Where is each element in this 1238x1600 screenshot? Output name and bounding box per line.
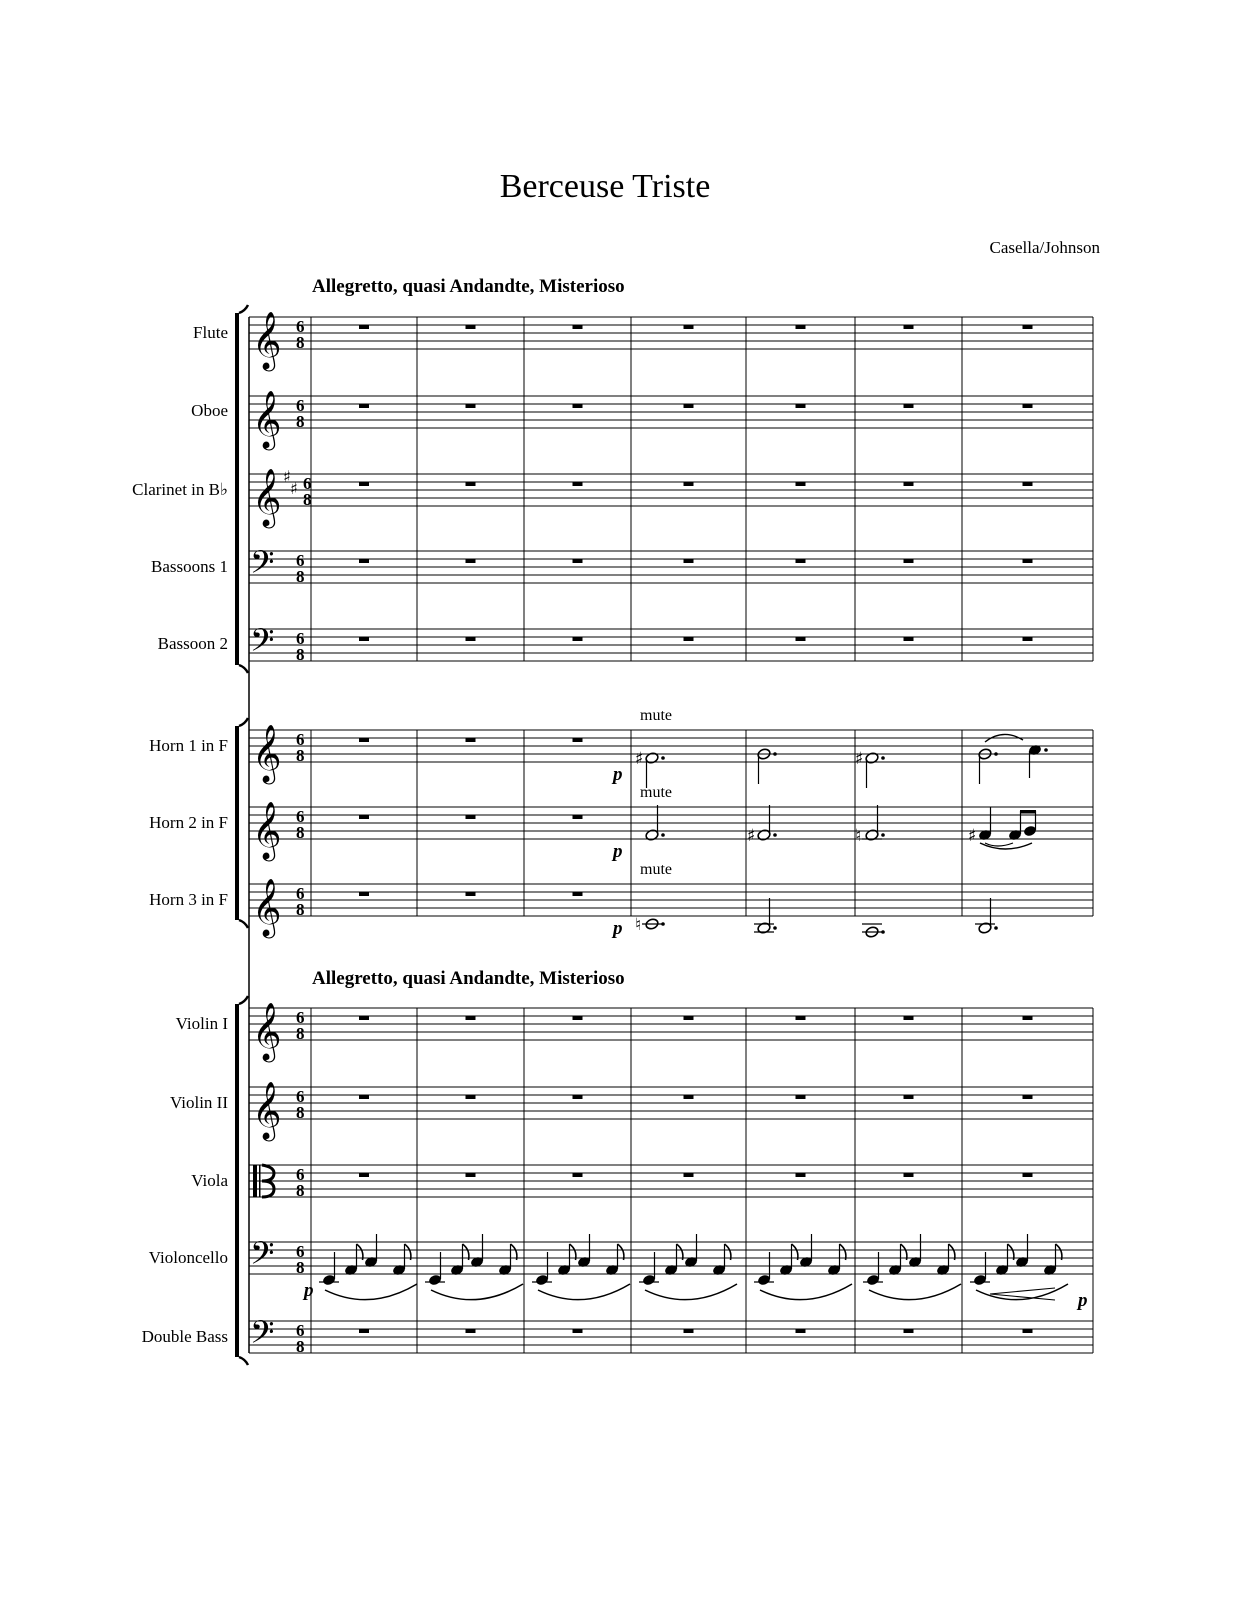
- whole-rest: [573, 325, 583, 329]
- whole-rest: [796, 482, 806, 486]
- whole-rest: [466, 637, 476, 641]
- time-signature-top: 6: [296, 551, 305, 570]
- staff-11: [249, 1165, 1093, 1197]
- time-signature-top: 6: [296, 1321, 305, 1340]
- treble-clef-icon: 𝄞: [252, 311, 282, 369]
- time-signature-top: 6: [296, 1242, 305, 1261]
- augmentation-dot: [994, 926, 998, 930]
- whole-rest: [573, 892, 583, 896]
- whole-rest: [573, 482, 583, 486]
- whole-rest: [1023, 1173, 1033, 1177]
- instrument-name-viola: Viola: [191, 1171, 228, 1190]
- whole-rest: [573, 1016, 583, 1020]
- whole-rest: [466, 738, 476, 742]
- composer-credit: Casella/Johnson: [989, 238, 1100, 257]
- whole-rest: [359, 637, 369, 641]
- augmentation-dot: [881, 833, 885, 837]
- augmentation-dot: [773, 833, 777, 837]
- group-bracket: [235, 313, 239, 665]
- whole-rest: [796, 637, 806, 641]
- whole-rest: [684, 1329, 694, 1333]
- time-signature-top: 6: [296, 1087, 305, 1106]
- whole-rest: [359, 1173, 369, 1177]
- augmentation-dot: [773, 752, 777, 756]
- staff-10: [249, 1087, 1093, 1119]
- treble-clef-icon: 𝄞: [252, 390, 282, 448]
- time-signature-top: 6: [296, 629, 305, 648]
- whole-rest: [684, 1173, 694, 1177]
- whole-rest: [796, 1095, 806, 1099]
- cello-slur: [431, 1284, 523, 1300]
- time-signature-bottom: 8: [296, 412, 305, 431]
- whole-rest: [359, 1329, 369, 1333]
- whole-rest: [1023, 404, 1033, 408]
- bracket-hook-bottom: [239, 920, 248, 928]
- alto-clef-bar: [259, 1165, 261, 1197]
- instrument-name-horn-3: Horn 3 in F: [149, 890, 228, 909]
- sharp-icon: ♯: [855, 749, 864, 769]
- instrument-name-flute: Flute: [193, 323, 228, 342]
- bracket-hook-bottom: [239, 1357, 248, 1365]
- augmentation-dot: [881, 756, 885, 760]
- whole-rest: [684, 482, 694, 486]
- whole-rest: [904, 1016, 914, 1020]
- instrument-name-cello: Violoncello: [148, 1248, 228, 1267]
- bracket-hook-top: [239, 996, 248, 1004]
- time-signature-bottom: 8: [296, 645, 305, 664]
- instrument-name-double-bass: Double Bass: [141, 1327, 228, 1346]
- whole-rest: [573, 1329, 583, 1333]
- treble-clef-icon: 𝄞: [252, 878, 282, 936]
- instrument-name-horn-2: Horn 2 in F: [149, 813, 228, 832]
- augmentation-dot: [1044, 748, 1048, 752]
- whole-rest: [796, 1329, 806, 1333]
- cello-slur: [325, 1284, 417, 1300]
- dynamic-p: p: [304, 1280, 314, 1301]
- time-signature-bottom: 8: [296, 823, 305, 842]
- bracket-hook-top: [239, 718, 248, 726]
- dynamic-p: p: [613, 841, 623, 862]
- whole-rest: [359, 559, 369, 563]
- whole-rest: [904, 1173, 914, 1177]
- bracket-hook-bottom: [239, 665, 248, 673]
- whole-rest: [684, 404, 694, 408]
- whole-rest: [466, 1095, 476, 1099]
- whole-rest: [573, 1173, 583, 1177]
- treble-clef-icon: 𝄞: [252, 1002, 282, 1060]
- whole-rest: [466, 1329, 476, 1333]
- score-title: Berceuse Triste: [499, 168, 711, 205]
- tempo-marking-winds: Allegretto, quasi Andandte, Misterioso: [312, 276, 625, 297]
- whole-rest: [359, 1016, 369, 1020]
- time-signature-top: 6: [296, 884, 305, 903]
- staff-3: [249, 474, 1093, 506]
- whole-rest: [684, 559, 694, 563]
- time-signature-top: 6: [296, 1008, 305, 1027]
- bass-clef-icon: 𝄢: [250, 622, 275, 666]
- time-signature-top: 6: [303, 474, 312, 493]
- time-signature-bottom: 8: [296, 900, 305, 919]
- sharp-icon: ♯: [635, 749, 644, 769]
- whole-rest: [796, 325, 806, 329]
- whole-rest: [359, 482, 369, 486]
- cello-slur: [869, 1284, 961, 1300]
- treble-clef-icon: 𝄞: [252, 468, 282, 526]
- whole-rest: [466, 1173, 476, 1177]
- staff-1: [249, 317, 1093, 349]
- tempo-marking-strings: Allegretto, quasi Andandte, Misterioso: [312, 968, 625, 989]
- whole-rest: [1023, 325, 1033, 329]
- whole-rest: [466, 1016, 476, 1020]
- whole-rest: [1023, 1095, 1033, 1099]
- instrument-name-clarinet: Clarinet in B♭: [132, 480, 228, 499]
- bass-clef-icon: 𝄢: [250, 544, 275, 588]
- time-signature-bottom: 8: [296, 567, 305, 586]
- whole-rest: [684, 1016, 694, 1020]
- whole-rest: [904, 559, 914, 563]
- whole-rest: [466, 892, 476, 896]
- whole-rest: [1023, 637, 1033, 641]
- time-signature-bottom: 8: [296, 1181, 305, 1200]
- staff-9: [249, 1008, 1093, 1040]
- group-bracket: [235, 726, 239, 920]
- time-signature-bottom: 8: [296, 1258, 305, 1277]
- whole-rest: [573, 404, 583, 408]
- time-signature-top: 6: [296, 317, 305, 336]
- bass-clef-icon: 𝄢: [250, 1314, 275, 1358]
- whole-rest: [904, 482, 914, 486]
- instrument-name-violin-2: Violin II: [170, 1093, 228, 1112]
- staff-6: [249, 730, 1093, 762]
- whole-rest: [904, 325, 914, 329]
- whole-rest: [359, 815, 369, 819]
- whole-rest: [1023, 482, 1033, 486]
- treble-clef-icon: 𝄞: [252, 1081, 282, 1139]
- augmentation-dot: [661, 833, 665, 837]
- natural-icon: ♮: [635, 915, 642, 935]
- whole-rest: [684, 1095, 694, 1099]
- beam: [1020, 810, 1036, 814]
- staff-13: [249, 1321, 1093, 1353]
- instrument-name-violin-1: Violin I: [175, 1014, 228, 1033]
- cello-slur: [760, 1284, 852, 1300]
- mute-direction: mute: [640, 784, 672, 801]
- augmentation-dot: [773, 926, 777, 930]
- staff-5: [249, 629, 1093, 661]
- instrument-name-bassoon-1: Bassoons 1: [151, 557, 228, 576]
- whole-rest: [573, 1095, 583, 1099]
- time-signature-bottom: 8: [296, 1103, 305, 1122]
- dynamic-p: p: [1078, 1290, 1088, 1311]
- whole-rest: [359, 892, 369, 896]
- alto-clef-icon: [253, 1165, 257, 1197]
- group-bracket: [235, 1004, 239, 1357]
- whole-rest: [573, 637, 583, 641]
- instrument-name-oboe: Oboe: [191, 401, 228, 420]
- whole-rest: [1023, 559, 1033, 563]
- instrument-name-horn-1: Horn 1 in F: [149, 736, 228, 755]
- horn2-tie: [985, 843, 1013, 846]
- cello-slur: [538, 1284, 630, 1300]
- whole-rest: [466, 815, 476, 819]
- time-signature-bottom: 8: [296, 1024, 305, 1043]
- whole-rest: [466, 482, 476, 486]
- bracket-hook-top: [239, 305, 248, 313]
- whole-rest: [1023, 1016, 1033, 1020]
- staff-2: [249, 396, 1093, 428]
- time-signature-top: 6: [296, 1165, 305, 1184]
- mute-direction: mute: [640, 861, 672, 878]
- whole-rest: [904, 1329, 914, 1333]
- sharp-icon: ♯: [290, 479, 298, 498]
- mute-direction: mute: [640, 707, 672, 724]
- staff-4: [249, 551, 1093, 583]
- bass-clef-icon: 𝄢: [250, 1235, 275, 1279]
- time-signature-bottom: 8: [296, 1337, 305, 1356]
- whole-rest: [904, 1095, 914, 1099]
- sharp-icon: ♯: [968, 826, 977, 846]
- whole-rest: [573, 559, 583, 563]
- time-signature-bottom: 8: [296, 746, 305, 765]
- staff-7: [249, 807, 1093, 839]
- time-signature-top: 6: [296, 807, 305, 826]
- whole-rest: [796, 1016, 806, 1020]
- whole-rest: [466, 404, 476, 408]
- whole-rest: [796, 1173, 806, 1177]
- whole-rest: [466, 559, 476, 563]
- time-signature-bottom: 8: [296, 333, 305, 352]
- treble-clef-icon: 𝄞: [252, 724, 282, 782]
- whole-rest: [796, 404, 806, 408]
- natural-icon: ♮: [855, 826, 862, 846]
- whole-rest: [1023, 1329, 1033, 1333]
- time-signature-bottom: 8: [303, 490, 312, 509]
- cello-slur: [645, 1284, 737, 1300]
- time-signature-top: 6: [296, 730, 305, 749]
- time-signature-top: 6: [296, 396, 305, 415]
- whole-rest: [573, 738, 583, 742]
- whole-rest: [904, 404, 914, 408]
- whole-rest: [684, 325, 694, 329]
- whole-rest: [359, 325, 369, 329]
- sharp-icon: ♯: [283, 467, 291, 486]
- whole-rest: [466, 325, 476, 329]
- dynamic-p: p: [613, 918, 623, 939]
- augmentation-dot: [994, 752, 998, 756]
- treble-clef-icon: 𝄞: [252, 801, 282, 859]
- instrument-name-bassoon-2: Bassoon 2: [157, 634, 228, 653]
- whole-rest: [796, 559, 806, 563]
- dynamic-p: p: [613, 764, 623, 785]
- whole-rest: [359, 1095, 369, 1099]
- whole-rest: [684, 637, 694, 641]
- whole-rest: [359, 404, 369, 408]
- augmentation-dot: [661, 756, 665, 760]
- staff-8: [249, 884, 1093, 916]
- whole-rest: [359, 738, 369, 742]
- whole-rest: [904, 637, 914, 641]
- sharp-icon: ♯: [747, 826, 756, 846]
- whole-rest: [573, 815, 583, 819]
